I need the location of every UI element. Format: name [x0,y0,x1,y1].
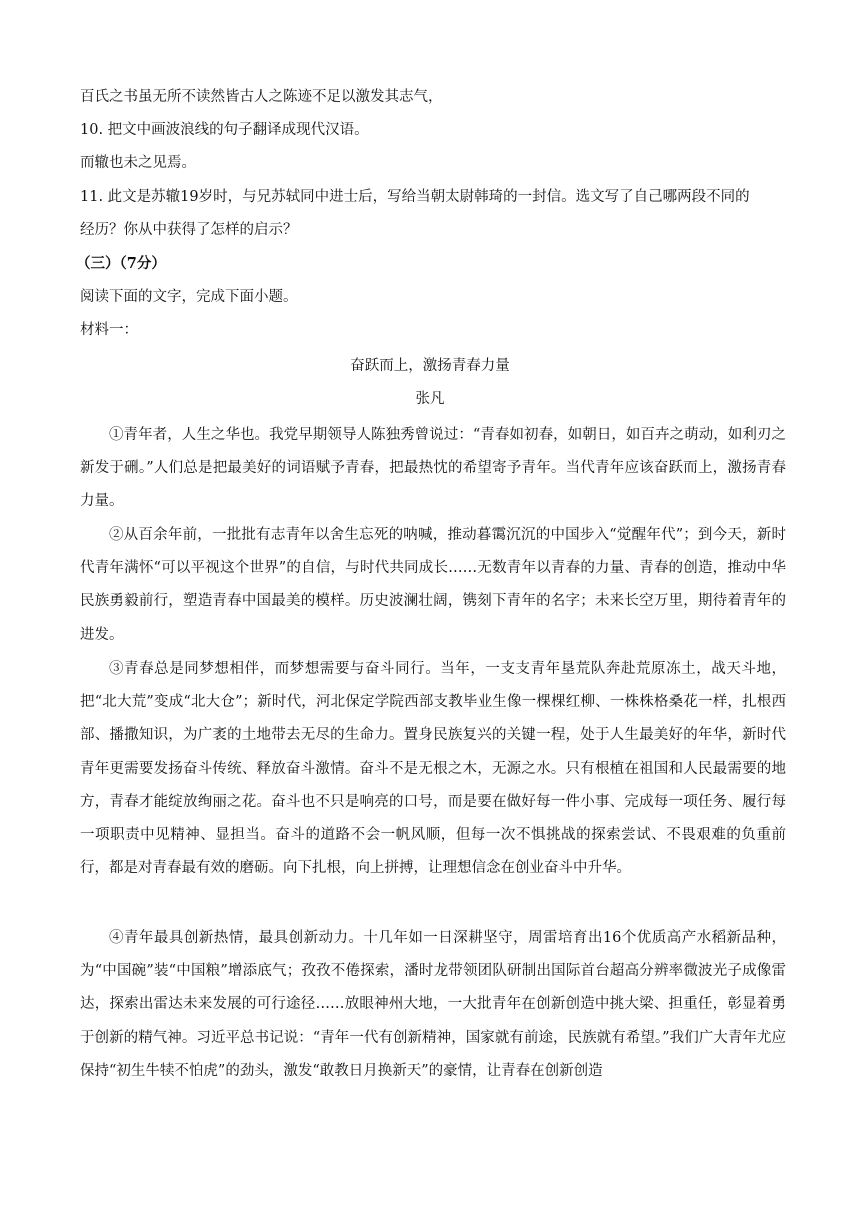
article-paragraph-2: ②从百余年前，一批批有志青年以舍生忘死的呐喊，推动暮霭沉沉的中国步入“觉醒年代”；到今天，新时代青年满怀“可以平视这个世界”的自信，与时代共同成长……无数青年以青春的力量、青春的创造，推动中华民族勇毅前行，塑造青春中国最美的模样。历史波澜壮阔，镌刻下青年的名字；未来长空万里，期待着青年的进发。 [80,527,786,643]
answer-line-classical-text: 百氏之书虽无所不读然皆古人之陈迹不足以激发其志气， [80,89,443,105]
question-11-line-2: 经历？你从中获得了怎样的启示？ [80,222,298,238]
reading-instruction: 阅读下面的文字，完成下面小题。 [80,289,298,305]
article-paragraph-4: ④青年最具创新热情，最具创新动力。十几年如一日深耕坚守，周雷培育出16个优质高产水稻新品种，为“中国碗”装“中国粮”增添底气；孜孜不倦探索，潘时龙带领团队研制出国际首台超高分辨率微波光子成像雷达，探索出雷达未来发展的可行途径……放眼神州大地，一大批青年在创新创造中挑大梁、担重任，彰显着勇于创新的精气神。习近平总书记说：“青年一代有创新精神，国家就有前途，民族就有希望。”我们广大青年尤应保持“初生牛犊不怕虎”的劲头，激发“敢教日月换新天”的豪情，让青春在创新创造 [80,930,786,1079]
article-paragraph-3: ③青春总是同梦想相伴，而梦想需要与奋斗同行。当年，一支支青年垦荒队奔赴荒原冻土，战天斗地，把“北大荒”变成“北大仓”；新时代，河北保定学院西部支教毕业生像一棵棵红柳、一株株格桑花一样，扎根西部、播撒知识，为广袤的土地带去无尽的生命力。置身民族复兴的关键一程，处于人生最美好的年华，新时代青年更需要发扬奋斗传统、释放奋斗激情。奋斗不是无根之木，无源之水。只有根植在祖国和人民最需要的地方，青春才能绽放绚丽之花。奋斗也不只是响亮的口号，而是要在做好每一件小事、完成每一项任务、履行每一项职责中见精神、显担当。奋斗的道路不会一帆风顺，但每一次不惧挑战的探索尝试、不畏艰难的负重前行，都是对青春最有效的磨砺。向下扎根，向上拼搏，让理想信念在创业奋斗中升华。 [80,661,786,877]
material-label: 材料一： [80,322,138,338]
question-10: 10. 把文中画波浪线的句子翻译成现代汉语。 [80,122,369,138]
article-title: 奋跃而上，激扬青春力量 [350,358,510,374]
article-author: 张凡 [415,391,445,407]
article-paragraph-1: ①青年者，人生之华也。我党早期领导人陈独秀曾说过：“青春如初春，如朝日，如百卉之萌动，如利刃之新发于硎。”人们总是把最美好的词语赋予青春，把最热忱的希望寄予青年。当代青年应该奋跃而上，激扬青春力量。 [80,427,786,510]
question-10-sentence: 而辙也未之见焉。 [80,155,196,171]
question-11-line-1: 11. 此文是苏辙19岁时，与兄苏轼同中进士后，写给当朝太尉韩琦的一封信。选文写了自己哪两段不同的 [80,189,750,205]
section-heading: （三）（7分） [76,255,166,272]
